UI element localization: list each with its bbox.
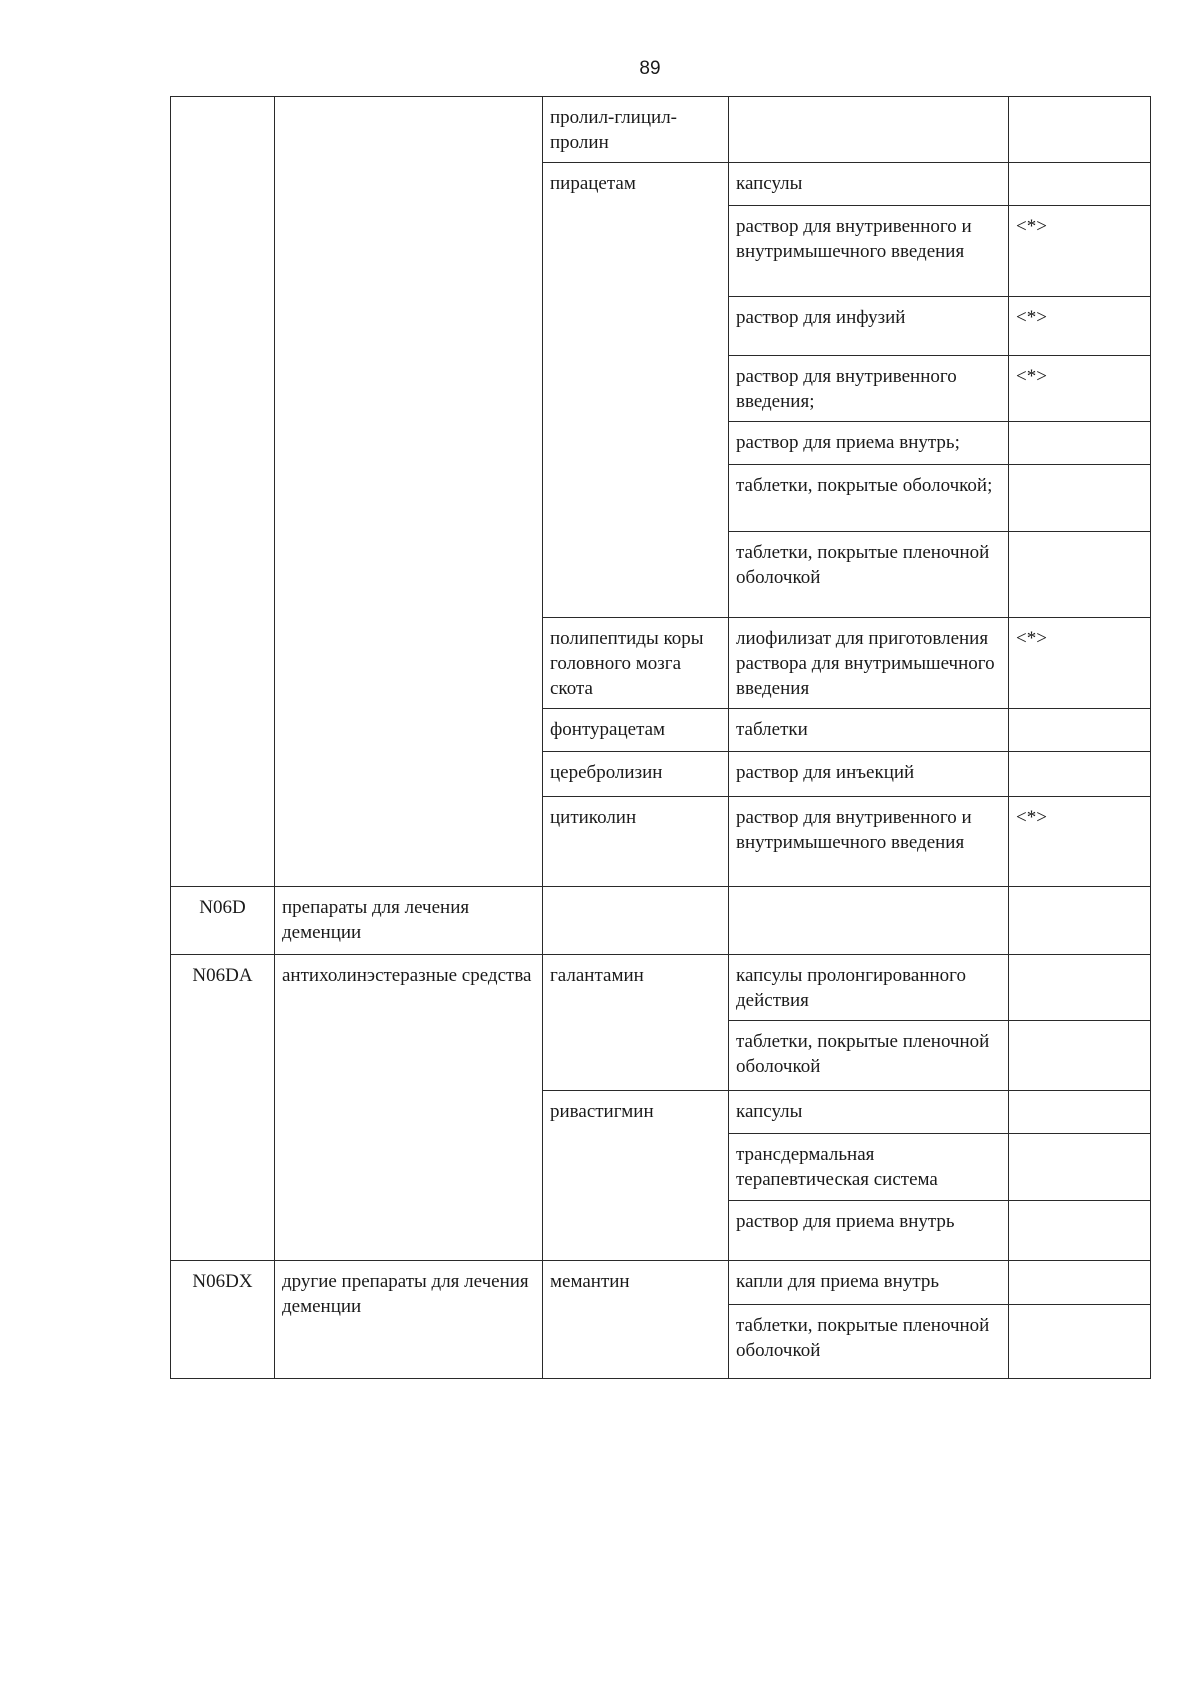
note-cell: [1009, 163, 1151, 206]
form-cell: раствор для инъекций: [729, 752, 1009, 797]
form-cell: таблетки, покрытые оболочкой;: [729, 465, 1009, 532]
note-cell: <*>: [1009, 297, 1151, 356]
group-name-cell: препараты для лечения деменции: [275, 887, 543, 955]
form-cell: раствор для приема внутрь: [729, 1201, 1009, 1261]
form-cell: капли для приема внутрь: [729, 1261, 1009, 1305]
note-cell: <*>: [1009, 206, 1151, 297]
form-cell: раствор для внутривенного и внутримышечного введения: [729, 206, 1009, 297]
form-cell: таблетки, покрытые пленочной оболочкой: [729, 532, 1009, 618]
note-cell: [1009, 465, 1151, 532]
inn-cell: [543, 887, 729, 955]
note-cell: [1009, 1261, 1151, 1305]
note-cell: <*>: [1009, 356, 1151, 422]
form-cell: [729, 887, 1009, 955]
form-cell: капсулы: [729, 1091, 1009, 1134]
code-cell-empty: [171, 97, 275, 887]
form-cell: таблетки: [729, 709, 1009, 752]
inn-cell: галантамин: [543, 955, 729, 1091]
form-cell: раствор для инфузий: [729, 297, 1009, 356]
inn-cell: ривастигмин: [543, 1091, 729, 1261]
form-cell: [729, 97, 1009, 163]
form-cell: раствор для внутривенного и внутримышечного введения: [729, 797, 1009, 887]
note-cell: [1009, 1201, 1151, 1261]
note-cell: [1009, 709, 1151, 752]
form-cell: раствор для приема внутрь;: [729, 422, 1009, 465]
note-cell: <*>: [1009, 618, 1151, 709]
group-name-cell-empty: [275, 97, 543, 887]
note-cell: [1009, 1021, 1151, 1091]
inn-cell: цитиколин: [543, 797, 729, 887]
form-cell: таблетки, покрытые пленочной оболочкой: [729, 1305, 1009, 1379]
form-cell: лиофилизат для приготовления раствора для внутримышечного введения: [729, 618, 1009, 709]
group-name-cell: антихолинэстеразные средства: [275, 955, 543, 1261]
note-cell: [1009, 1091, 1151, 1134]
atc-code-cell: N06DA: [171, 955, 275, 1261]
note-cell: <*>: [1009, 797, 1151, 887]
note-cell: [1009, 422, 1151, 465]
inn-cell: пирацетам: [543, 163, 729, 618]
note-cell: [1009, 532, 1151, 618]
table-row: [171, 1261, 1151, 1305]
note-cell: [1009, 97, 1151, 163]
form-cell: капсулы: [729, 163, 1009, 206]
inn-cell: церебролизин: [543, 752, 729, 797]
inn-cell: пролил-глицил-пролин: [543, 97, 729, 163]
inn-cell: мемантин: [543, 1261, 729, 1379]
note-cell: [1009, 1305, 1151, 1379]
note-cell: [1009, 955, 1151, 1021]
inn-cell: фонтурацетам: [543, 709, 729, 752]
table-row: [171, 955, 1151, 1021]
note-cell: [1009, 1134, 1151, 1201]
drug-table: [170, 96, 1151, 1379]
page-number: 89: [639, 58, 661, 79]
form-cell: капсулы пролонгированного действия: [729, 955, 1009, 1021]
atc-code-cell: N06DX: [171, 1261, 275, 1379]
form-cell: раствор для внутривенного введения;: [729, 356, 1009, 422]
table-row: [171, 887, 1151, 955]
form-cell: таблетки, покрытые пленочной оболочкой: [729, 1021, 1009, 1091]
note-cell: [1009, 752, 1151, 797]
atc-code-cell: N06D: [171, 887, 275, 955]
form-cell: трансдермальная терапевтическая система: [729, 1134, 1009, 1201]
table-row: [171, 97, 1151, 163]
note-cell: [1009, 887, 1151, 955]
group-name-cell: другие препараты для лечения деменции: [275, 1261, 543, 1379]
inn-cell: полипептиды коры головного мозга скота: [543, 618, 729, 709]
